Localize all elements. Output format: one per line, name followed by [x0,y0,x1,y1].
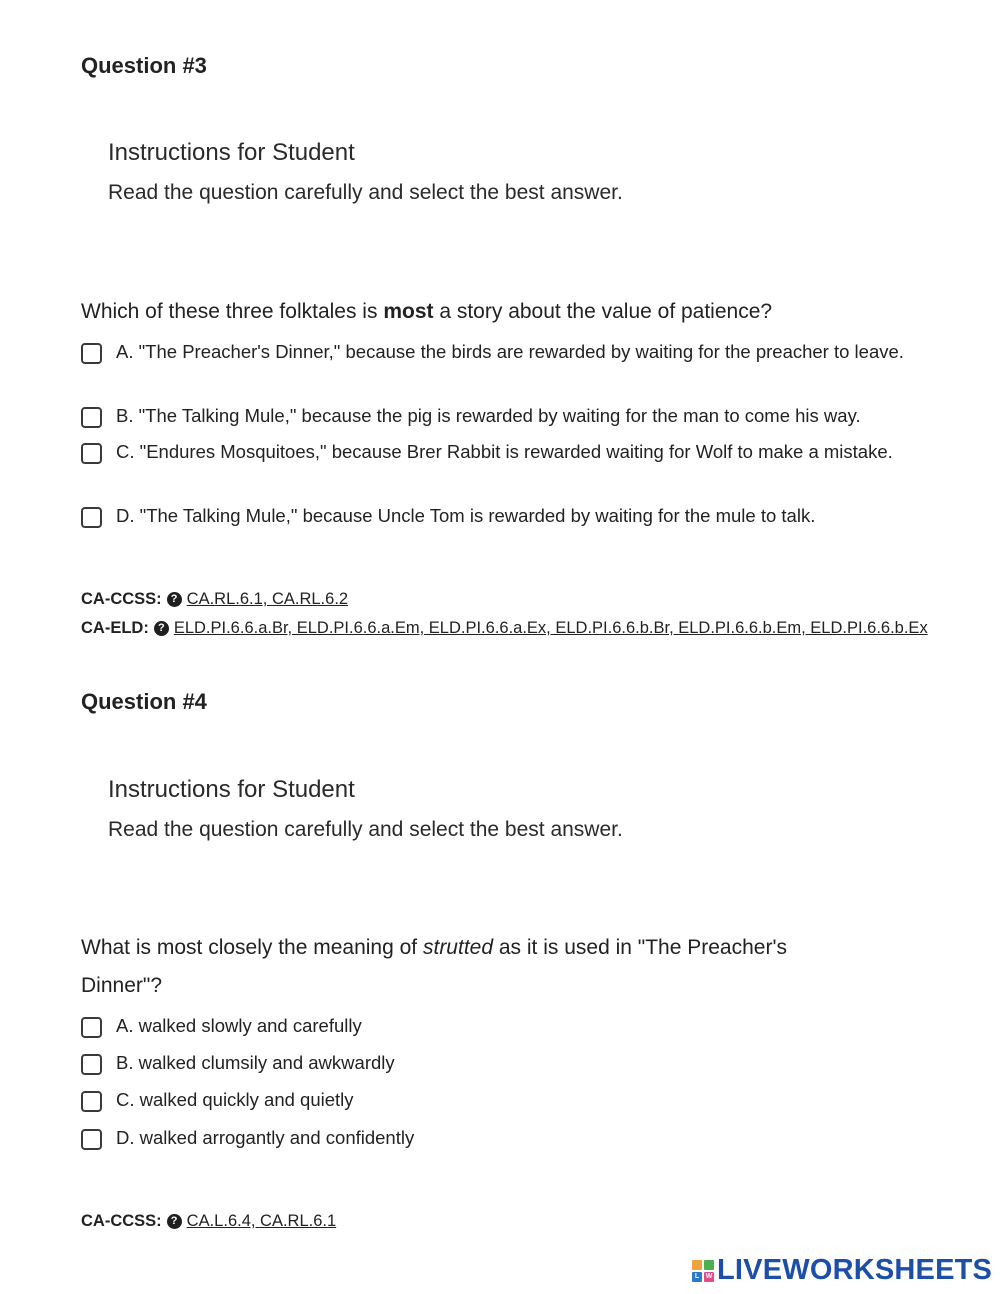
question-3-choice-c[interactable]: C. "Endures Mosquitoes," because Brer Rabbit is rewarded waiting for Wolf to make a mistake. [81,442,931,465]
question-4-instructions-text: Read the question carefully and select the best answer. [108,818,623,841]
checkbox[interactable] [81,1091,102,1112]
standard-links[interactable]: CA.RL.6.1, CA.RL.6.2 [186,590,349,608]
question-3-instructions-heading: Instructions for Student [108,139,355,166]
liveworksheets-logo [692,1254,992,1287]
question-4-choice-b[interactable]: B. walked clumsily and awkwardly [81,1053,931,1076]
question-3-instructions-text: Read the question carefully and select the best answer. [108,181,623,204]
checkbox[interactable] [81,407,102,428]
checkbox[interactable] [81,1054,102,1075]
question-4-instructions-heading: Instructions for Student [108,776,355,803]
logo-mark-icon: L W [692,1260,714,1282]
standard-links[interactable]: CA.L.6.4, CA.RL.6.1 [186,1212,337,1230]
question-4-choice-c[interactable]: C. walked quickly and quietly [81,1090,931,1113]
standard-links[interactable]: ELD.PI.6.6.a.Br, ELD.PI.6.6.a.Em, ELD.PI.6.6.a.Ex, ELD.PI.6.6.b.Br, ELD.PI.6.6.b.Em, ELD.PI.6.6.b.Ex [173,619,928,637]
checkbox[interactable] [81,343,102,364]
question-3-choice-a[interactable]: A. "The Preacher's Dinner," because the birds are rewarded by waiting for the preacher to leave. [81,342,931,365]
question-3-choice-b[interactable]: B. "The Talking Mule," because the pig is rewarded by waiting for the man to come his way. [81,406,931,429]
question-4-prompt: What is most closely the meaning of strutted as it is used in "The Preacher's Dinner"? [81,936,787,997]
question-4-standard-ccss: CA-CCSS: ? CA.L.6.4, CA.RL.6.1 [81,1212,337,1230]
emphasis-strutted: strutted [422,936,494,959]
help-icon[interactable]: ? [167,592,182,607]
checkbox[interactable] [81,1129,102,1150]
question-3-standard-ccss: CA-CCSS: ? CA.RL.6.1, CA.RL.6.2 [81,590,349,608]
question-4-choice-a[interactable]: A. walked slowly and carefully [81,1016,931,1039]
checkbox[interactable] [81,1017,102,1038]
checkbox[interactable] [81,443,102,464]
help-icon[interactable]: ? [154,621,169,636]
question-4-title: Question #4 [81,689,207,714]
question-3-title: Question #3 [81,53,207,78]
question-3-standard-eld: CA-ELD: ? ELD.PI.6.6.a.Br, ELD.PI.6.6.a.Em, ELD.PI.6.6.a.Ex, ELD.PI.6.6.b.Br, ELD.PI.6.6.b.Em, ELD.PI.6.6.b.Ex [81,619,928,637]
checkbox[interactable] [81,507,102,528]
help-icon[interactable]: ? [167,1214,182,1229]
question-4-choice-d[interactable]: D. walked arrogantly and confidently [81,1128,931,1151]
emphasis-most: most [383,300,434,323]
question-3-prompt: Which of these three folktales is most a story about the value of patience? [81,300,773,323]
question-3-choice-d[interactable]: D. "The Talking Mule," because Uncle Tom is rewarded by waiting for the mule to talk. [81,506,931,529]
logo-text: LIVEWORKSHEETS [717,1254,993,1286]
